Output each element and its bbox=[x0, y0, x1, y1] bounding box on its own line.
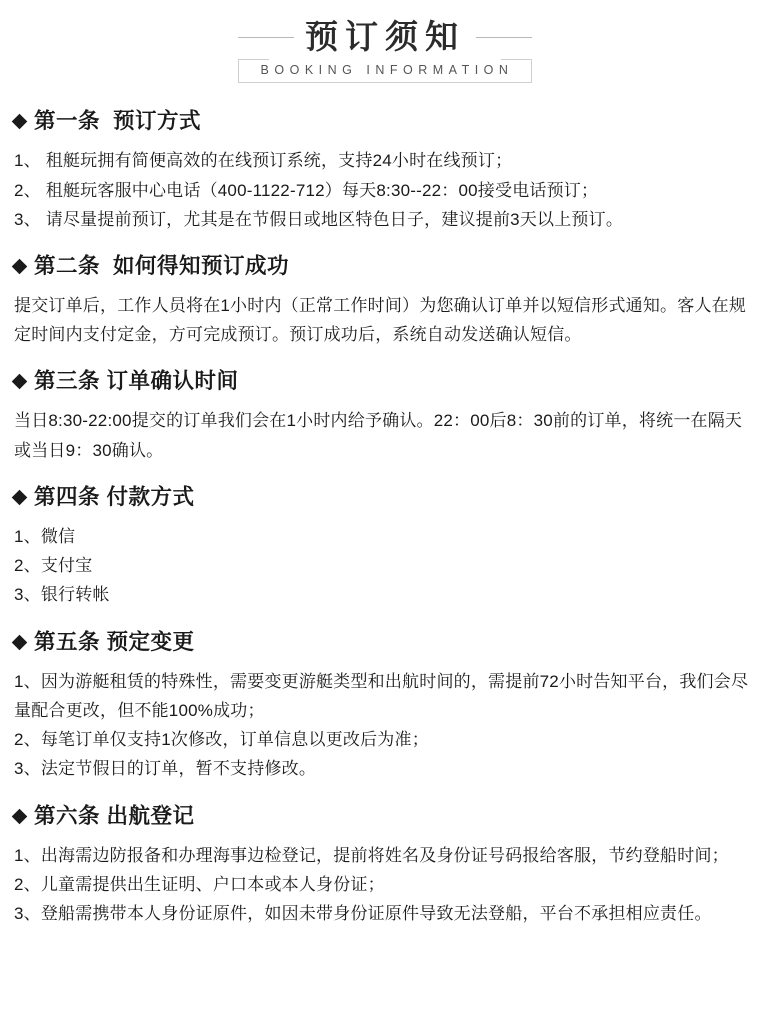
section-list bbox=[14, 146, 756, 234]
diamond-bullet-icon bbox=[12, 374, 28, 390]
section-heading-text: 第六条 出航登记 bbox=[34, 803, 195, 828]
section-reservation-changes bbox=[14, 628, 756, 784]
list-item: 3、银行转帐 bbox=[14, 585, 110, 605]
section-payment-methods bbox=[14, 483, 756, 610]
title-rule-left bbox=[238, 37, 294, 38]
section-heading bbox=[14, 483, 756, 512]
section-heading bbox=[14, 252, 756, 281]
paragraph-text: 提交订单后，工作人员将在1小时内（正常工作时间）为您确认订单并以短信形式通知。客人在规定时间内支付定金，方可完成预订。预订成功后，系统自动发送确认短信。 bbox=[14, 295, 747, 345]
list-item: 1、因为游艇租赁的特殊性，需要变更游艇类型和出航时间的，需提前72小时告知平台，我们会尽量配合更改，但不能100%成功； bbox=[14, 671, 749, 720]
section-heading bbox=[14, 367, 756, 396]
list-item: 2、 租艇玩客服中心电话（400-1122-712）每天8:30--22：00接受电话预订； bbox=[14, 180, 599, 200]
list-item: 2、支付宝 bbox=[14, 556, 93, 576]
document-header bbox=[14, 0, 756, 89]
list-item: 1、出海需边防报备和办理海事边检登记，提前将姓名及身份证号码报给客服，节约登船时间； bbox=[14, 845, 729, 865]
section-heading-text: 第五条 预定变更 bbox=[34, 629, 195, 654]
section-heading-text: 第四条 付款方式 bbox=[34, 484, 195, 509]
section-heading bbox=[14, 628, 756, 657]
section-list bbox=[14, 522, 756, 610]
page-title bbox=[238, 16, 533, 57]
page-subtitle: BOOKING INFORMATION bbox=[238, 59, 533, 83]
section-paragraph bbox=[14, 406, 756, 464]
list-item: 1、 租艇玩拥有简便高效的在线预订系统，支持24小时在线预订； bbox=[14, 151, 513, 171]
list-item: 3、登船需携带本人身份证原件，如因未带身份证原件导致无法登船，平台不承担相应责任。 bbox=[14, 904, 712, 924]
section-heading-text: 第二条 如何得知预订成功 bbox=[34, 253, 289, 278]
section-confirmation-notice bbox=[14, 252, 756, 349]
diamond-bullet-icon bbox=[12, 259, 28, 275]
diamond-bullet-icon bbox=[12, 114, 28, 130]
section-order-confirmation-time bbox=[14, 367, 756, 464]
section-heading-text: 第一条 预订方式 bbox=[34, 109, 201, 134]
section-heading-text: 第三条 订单确认时间 bbox=[34, 369, 239, 394]
paragraph-text: 当日8:30-22:00提交的订单我们会在1小时内给予确认。22：00后8：30前的订单，将统一在隔天或当日9：30确认。 bbox=[14, 411, 743, 460]
section-list bbox=[14, 841, 756, 929]
page-title-text: 预订须知 bbox=[304, 18, 465, 55]
list-item: 3、 请尽量提前预订，尤其是在节假日或地区特色日子，建议提前3天以上预订。 bbox=[14, 209, 624, 229]
list-item: 2、每笔订单仅支持1次修改，订单信息以更改后为准； bbox=[14, 730, 429, 750]
header-inner bbox=[236, 16, 535, 83]
diamond-bullet-icon bbox=[12, 808, 28, 824]
list-item: 1、微信 bbox=[14, 526, 76, 546]
section-paragraph bbox=[14, 291, 756, 349]
section-departure-registration bbox=[14, 802, 756, 929]
list-item: 3、法定节假日的订单，暂不支持修改。 bbox=[14, 759, 317, 779]
diamond-bullet-icon bbox=[12, 634, 28, 650]
section-heading bbox=[14, 802, 756, 831]
diamond-bullet-icon bbox=[12, 490, 28, 506]
list-item: 2、儿童需提供出生证明、户口本或本人身份证； bbox=[14, 874, 385, 894]
section-list bbox=[14, 667, 756, 784]
section-heading bbox=[14, 107, 756, 136]
section-booking-method bbox=[14, 107, 756, 234]
title-rule-right bbox=[476, 37, 532, 38]
